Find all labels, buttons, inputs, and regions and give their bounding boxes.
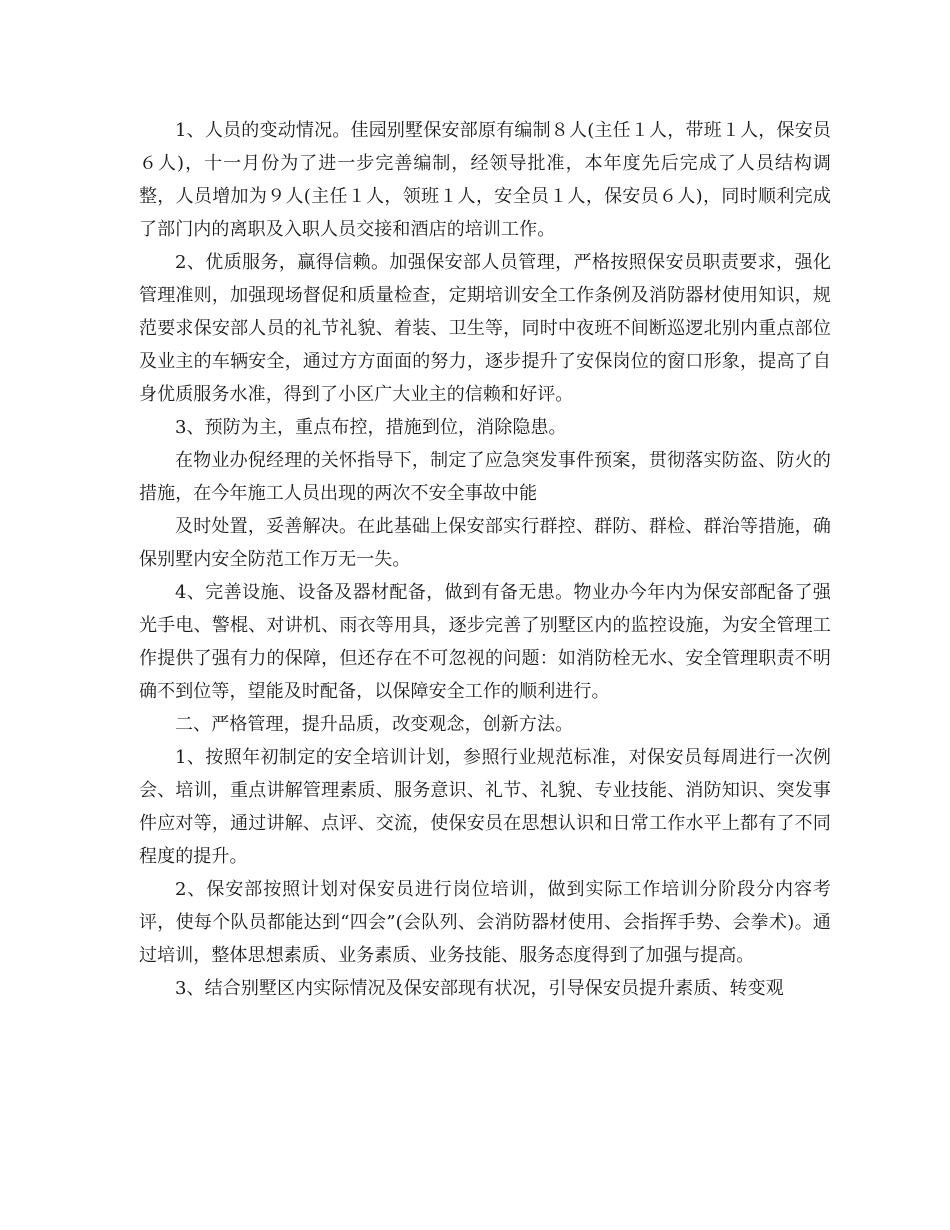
document-body [139,114,831,1005]
paragraph-facilities: 4、完善设施、设备及器材配备，做到有备无患。物业办今年内为保安部配备了强光手电、警棍、对讲机、雨衣等用具，逐步完善了别墅区内的监控设施，为安全管理工作提供了强有力的保障，但还存在不可忽视的问题：如消防栓无水、安全管理职责不明确不到位等，望能及时配备，以保障安全工作的顺利进行。 [139,582,831,702]
paragraph-prevention-guidance: 在物业办倪经理的关怀指导下，制定了应急突发事件预案，贯彻落实防盗、防火的措施，在今年施工人员出现的两次不安全事故中能 [139,450,831,504]
paragraph-prevention-handling: 及时处置，妥善解决。在此基础上保安部实行群控、群防、群检、群治等措施，确保别墅内安全防范工作万无一失。 [139,516,831,570]
paragraph-guidance: 3、结合别墅区内实际情况及保安部现有状况，引导保安员提升素质、转变观 [175,978,784,999]
paragraph-staff-changes: 1、人员的变动情况。佳园别墅保安部原有编制８人(主任１人，带班１人，保安员６人)，十一月份为了进一步完善编制，经领导批准，本年度先后完成了人员结构调整，人员增加为９人(主任１人，领班１人，安全员１人，保安员６人)，同时顺利完成了部门内的离职及入职人员交接和酒店的培训工作。 [139,120,831,240]
section-heading-management: 二、严格管理，提升品质，改变观念，创新方法。 [175,714,574,735]
paragraph-training-plan: 1、按照年初制定的安全培训计划，参照行业规范标准，对保安员每周进行一次例会、培训，重点讲解管理素质、服务意识、礼节、礼貌、专业技能、消防知识、突发事件应对等，通过讲解、点评、交流，使保安员在思想认识和日常工作水平上都有了不同程度的提升。 [139,747,831,867]
paragraph-post-training: 2、保安部按照计划对保安员进行岗位培训，做到实际工作培训分阶段分内容考评，使每个队员都能达到“四会”(会队列、会消防器材使用、会指挥手势、会拳术)。通过培训，整体思想素质、业务素质、业务技能、服务态度得到了加强与提高。 [139,879,831,966]
paragraph-prevention-heading: 3、预防为主，重点布控，措施到位，消除隐患。 [175,417,567,438]
paragraph-quality-service: 2、优质服务，赢得信赖。加强保安部人员管理，严格按照保安员职责要求，强化管理准则，加强现场督促和质量检查，定期培训安全工作条例及消防器材使用知识，规范要求保安部人员的礼节礼貌、着装、卫生等，同时中夜班不间断巡逻北别内重点部位及业主的车辆安全，通过方方面面的努力，逐步提升了安保岗位的窗口形象，提高了自身优质服务水准，得到了小区广大业主的信赖和好评。 [139,252,831,405]
